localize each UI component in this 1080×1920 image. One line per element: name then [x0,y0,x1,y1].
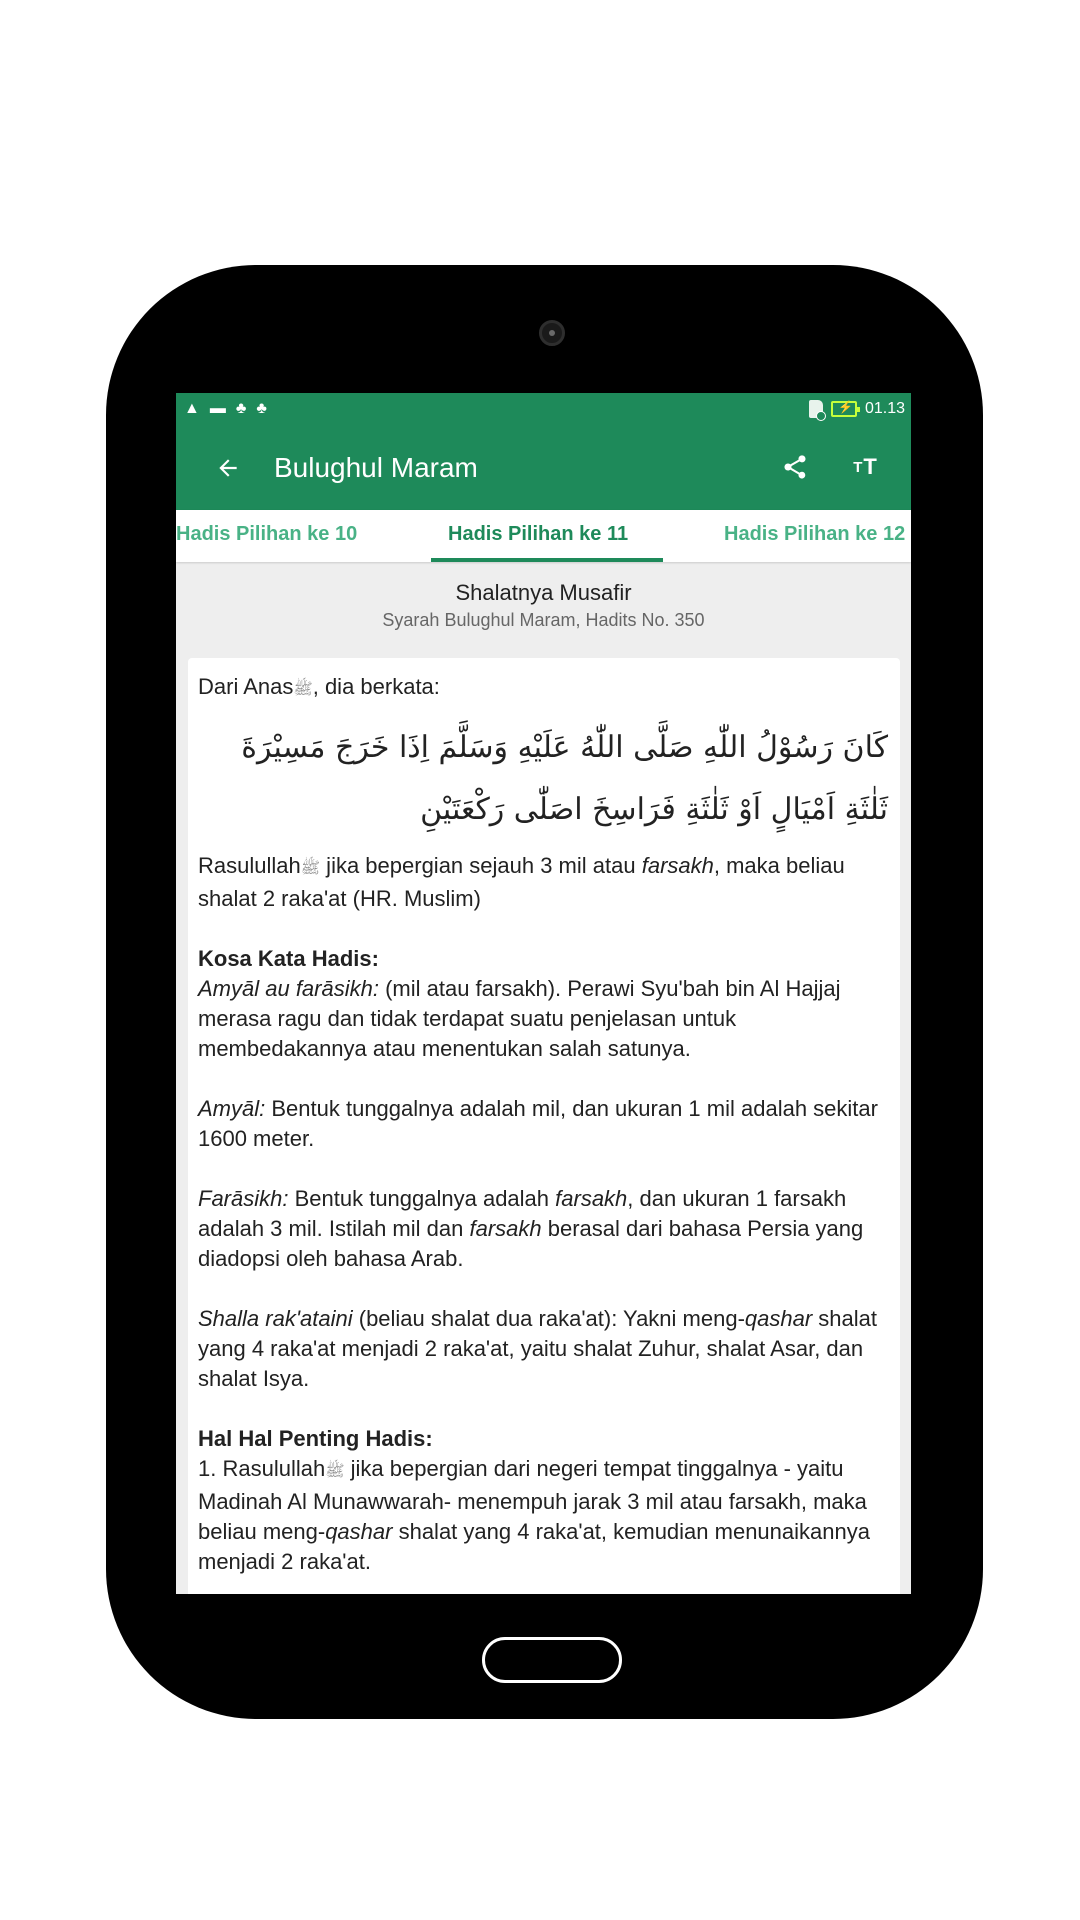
hadis-tabs [176,510,911,562]
battery-charging-icon [831,401,857,417]
home-button[interactable] [482,1637,622,1683]
android-icon: ♣ [256,400,267,417]
back-arrow-icon[interactable] [200,440,256,496]
hadis-header [176,562,911,631]
image-icon: ▬ [209,400,226,417]
sd-card-icon [809,400,823,418]
intro-text: Dari Anasﷺ, dia berkata: [198,674,440,699]
camera-icon [539,320,565,346]
tab-hadis-10[interactable]: Hadis Pilihan ke 10 [176,523,358,545]
hadis-content-card [188,658,900,1594]
android-icon: ♣ [235,400,247,417]
kosa-item: Shalla rak'ataini (beliau shalat dua raka'at): Yakni meng-qashar shalat yang 4 raka'at menjadi 2 raka'at, yaitu shalat Zuhur, shalat Asar, dan shalat Isya. [198,1306,878,1391]
kosa-item: Farāsikh: Bentuk tunggalnya adalah farsakh, dan ukuran 1 farsakh adalah 3 mil. Istilah mil dan farsakh berasal dari bahasa Persia yang diadopsi oleh bahasa Arab. [198,1186,864,1271]
hadis-subtitle: Syarah Bulughul Maram, Hadits No. 350 [382,610,705,630]
kosa-kata-heading: Kosa Kata Hadis: [198,946,379,971]
status-bar [176,393,911,425]
app-toolbar [176,425,911,510]
translation-text: Rasulullahﷺ jika bepergian sejauh 3 mil atau farsakh, maka beliau shalat 2 raka'at (HR. Muslim) [198,853,845,911]
tab-hadis-11[interactable]: Hadis Pilihan ke 11 [448,523,629,545]
app-screen [176,393,911,1594]
kosa-item: Amyāl au farāsikh: (mil atau farsakh). Perawi Syu'bah bin Al Hajjaj merasa ragu dan tidak terdapat suatu penjelasan untuk membedakannya atau menentukan salah satunya. [198,976,841,1061]
page-title: Bulughul Maram [274,451,478,483]
hal-penting-item: 1. Rasulullahﷺ jika bepergian dari negeri tempat tinggalnya - yaitu Madinah Al Munawwarah- menempuh jarak 3 mil atau farsakh, maka beliau meng-qashar shalat yang 4 raka'at, kemudian menunaikannya menjadi 2 raka'at. [198,1456,870,1574]
hadis-title: Shalatnya Musafir [455,580,632,605]
warning-icon: ▲ [184,400,200,417]
kosa-item: Amyāl: Bentuk tunggalnya adalah mil, dan ukuran 1 mil adalah sekitar 1600 meter. [198,1096,878,1151]
arabic-text: كَانَ رَسُوْلُ اللّٰهِ صَلَّى اللّٰهُ عَلَيْهِ وَسَلَّمَ اِذَا خَرَجَ مَسِيْرَةَ ثَلٰثَةِ اَمْيَالٍ اَوْ ثَلٰثَةِ فَرَاسِخَ اصَلّٰى رَكْعَتَيْنِ [241,730,888,827]
share-icon[interactable] [775,447,815,487]
tab-hadis-12[interactable]: Hadis Pilihan ke 12 [724,523,906,545]
font-size-icon[interactable]: T T [853,454,877,479]
tab-indicator [431,558,663,562]
hal-penting-heading: Hal Hal Penting Hadis: [198,1426,433,1451]
status-time: 01.13 [864,400,905,417]
